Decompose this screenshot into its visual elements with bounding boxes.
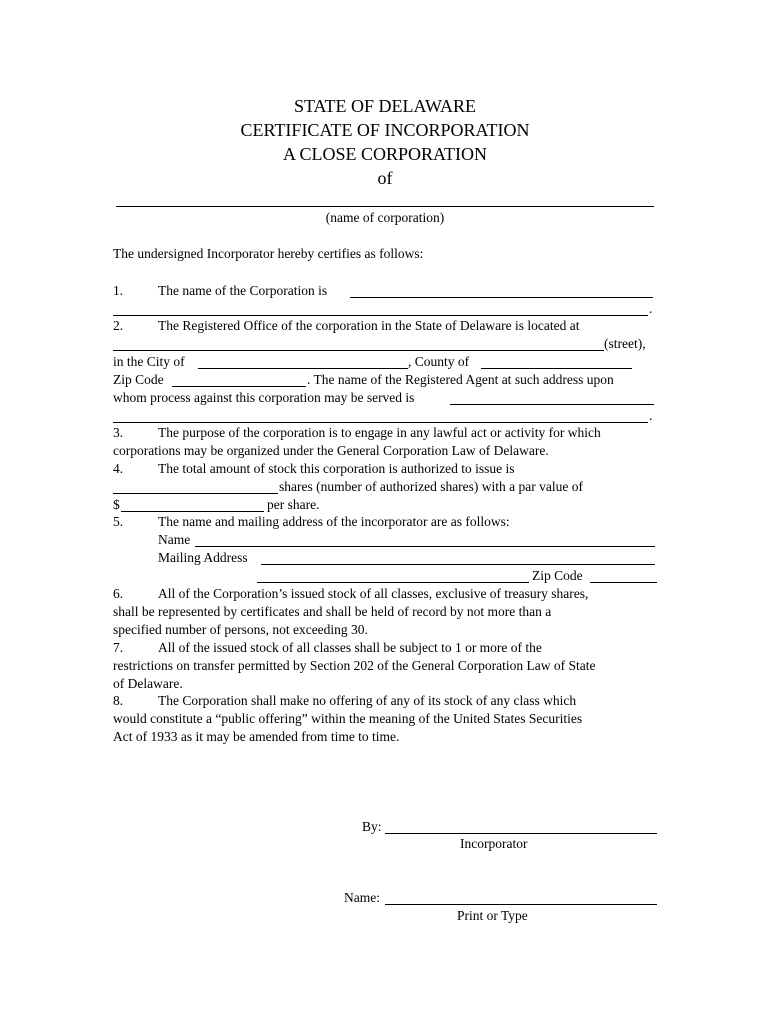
city-field[interactable]	[198, 368, 408, 369]
section-5-number: 5.	[113, 514, 124, 529]
par-value-field[interactable]	[121, 511, 264, 512]
by-label: By:	[362, 819, 382, 834]
incorporator-name-label: Name	[158, 532, 191, 547]
section-1-number: 1.	[113, 283, 124, 298]
zip-code-label: Zip Code	[113, 372, 164, 387]
title-state: STATE OF DELAWARE	[293, 96, 477, 116]
section-1-period: .	[649, 301, 653, 316]
section-7-number: 7.	[113, 640, 124, 655]
corporation-name-field[interactable]	[116, 206, 654, 207]
section-6-line-2: shall be represented by certificates and shall be held of record by not more than a	[113, 604, 552, 619]
section-4-number: 4.	[113, 461, 124, 476]
corporation-name-caption: (name of corporation)	[325, 210, 445, 225]
incorporator-name-field[interactable]	[195, 546, 655, 547]
section-2-number: 2.	[113, 318, 124, 333]
incorporator-caption: Incorporator	[460, 836, 528, 851]
section-7-line-3: of Delaware.	[113, 676, 183, 691]
section-3-number: 3.	[113, 425, 124, 440]
zip-code-field[interactable]	[172, 386, 306, 387]
process-served-text: whom process against this corporation may be served is	[113, 390, 415, 405]
section-6-number: 6.	[113, 586, 124, 601]
section-6-text: All of the Corporation’s issued stock of all classes, exclusive of treasury shares,	[158, 586, 589, 601]
street-field[interactable]	[113, 350, 604, 351]
registered-agent-field-2[interactable]	[113, 422, 648, 423]
registered-agent-text: . The name of the Registered Agent at such address upon	[307, 372, 614, 387]
per-share-text: per share.	[267, 497, 320, 512]
incorporator-zip-field[interactable]	[590, 582, 657, 583]
section-8-number: 8.	[113, 693, 124, 708]
section-8-line-2: would constitute a “public offering” within the meaning of the United States Securities	[113, 711, 583, 726]
dollar-sign: $	[113, 497, 120, 512]
registered-agent-field-1[interactable]	[450, 404, 654, 405]
section-8-text: The Corporation shall make no offering of any of its stock of any class which	[158, 693, 577, 708]
corporation-name-line-1[interactable]	[350, 297, 653, 298]
shares-text: shares (number of authorized shares) with a par value of	[279, 479, 584, 494]
signer-name-label: Name:	[344, 890, 380, 905]
mailing-address-field-2[interactable]	[257, 582, 529, 583]
section-2-text: The Registered Office of the corporation in the State of Delaware is located at	[158, 318, 580, 333]
street-label: (street),	[604, 336, 646, 351]
title-of: of	[377, 168, 393, 188]
section-5-text: The name and mailing address of the incorporator are as follows:	[158, 514, 510, 529]
section-7-text: All of the issued stock of all classes shall be subject to 1 or more of the	[158, 640, 542, 655]
authorized-shares-field[interactable]	[113, 493, 278, 494]
city-label: in the City of	[113, 354, 185, 369]
section-4-text: The total amount of stock this corporation is authorized to issue is	[158, 461, 515, 476]
section-7-line-2: restrictions on transfer permitted by Section 202 of the General Corporation Law of State	[113, 658, 596, 673]
county-label: , County of	[408, 354, 470, 369]
intro-text: The undersigned Incorporator hereby certifies as follows:	[113, 246, 424, 261]
section-8-line-3: Act of 1933 as it may be amended from time to time.	[113, 729, 400, 744]
signature-field[interactable]	[385, 833, 657, 834]
print-or-type-caption: Print or Type	[457, 908, 528, 923]
incorporator-zip-label: Zip Code	[532, 568, 583, 583]
mailing-address-field-1[interactable]	[261, 564, 655, 565]
title-certificate: CERTIFICATE OF INCORPORATION	[240, 120, 530, 140]
mailing-address-label: Mailing Address	[158, 550, 248, 565]
section-3-text: The purpose of the corporation is to engage in any lawful act or activity for which	[158, 425, 601, 440]
section-2-period: .	[649, 408, 653, 423]
section-1-text: The name of the Corporation is	[158, 283, 328, 298]
signer-name-field[interactable]	[385, 904, 657, 905]
county-field[interactable]	[481, 368, 632, 369]
title-close-corporation: A CLOSE CORPORATION	[282, 144, 488, 164]
section-3-continued: corporations may be organized under the General Corporation Law of Delaware.	[113, 443, 549, 458]
corporation-name-line-2[interactable]	[113, 315, 648, 316]
section-6-line-3: specified number of persons, not exceeding 30.	[113, 622, 368, 637]
